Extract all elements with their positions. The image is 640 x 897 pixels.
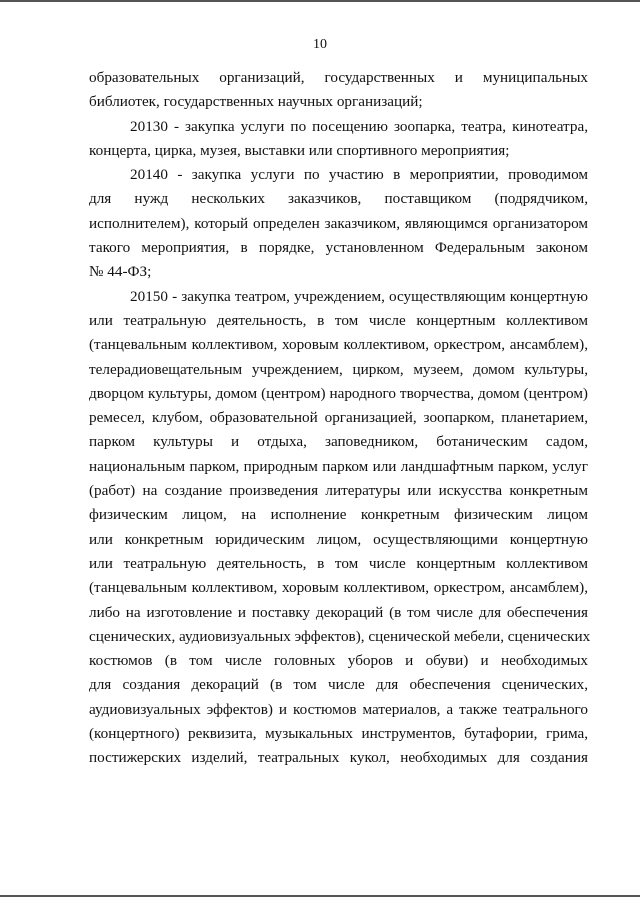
text-line: образовательных организаций, государственных и муниципальных — [89, 69, 588, 86]
text-line: национальным парком, природным парком или ландшафтным парком, услуг — [89, 457, 588, 475]
text-line: № 44-ФЗ; — [89, 263, 152, 281]
text-line: такого мероприятия, в порядке, установленном Федеральным законом — [89, 239, 588, 257]
text-line: или театральную деятельность, в том числе концертным коллективом — [89, 554, 588, 572]
text-line: костюмов (в том числе головных уборов и обуви) и необходимых — [89, 652, 588, 670]
text-line: аудиовизуальных эффектов) и костюмов материалов, а также театрального — [89, 700, 588, 718]
page-number: 10 — [313, 37, 327, 52]
text-line: (танцевальным коллективом, хоровым коллективом, оркестром, ансамблем), — [89, 579, 588, 597]
text-line: ремесел, клубом, образовательной организацией, зоопарком, планетарием, — [89, 409, 588, 427]
body-text — [89, 66, 591, 771]
text-line: библиотек, государственных научных организаций; — [89, 93, 423, 111]
text-line: телерадиовещательным учреждением, цирком, музеем, домом культуры, — [89, 360, 588, 378]
text-line: исполнителем), который определен заказчиком, являющимся организатором — [89, 214, 588, 232]
text-line: или конкретным юридическим лицом, осуществляющими концертную — [89, 530, 588, 548]
paragraph-first-line: 20130 - закупка услуги по посещению зоопарка, театра, кинотеатра, — [130, 117, 588, 135]
text-line: либо на изготовление и поставку декораций (в том числе для обеспечения — [89, 603, 588, 621]
text-line: для создания декораций (в том числе для обеспечения сценических, — [89, 676, 588, 694]
text-line: (танцевальным коллективом, хоровым коллективом, оркестром, ансамблем), — [89, 336, 588, 354]
text-line: для нужд нескольких заказчиков, поставщиком (подрядчиком, — [89, 190, 588, 208]
page-top-edge — [0, 0, 640, 2]
text-line: сценических, аудиовизуальных эффектов), сценической мебели, сценических — [89, 627, 591, 645]
text-line: физическим лицом, на исполнение конкретным физическим лицом — [89, 506, 588, 524]
text-line: (работ) на создание произведения литературы или искусства конкретным — [89, 482, 588, 500]
text-line: парком культуры и отдыха, заповедником, ботаническим садом, — [89, 433, 588, 451]
paragraph-first-line: 20140 - закупка услуги по участию в мероприятии, проводимом — [130, 166, 588, 184]
text-line: (концертного) реквизита, музыкальных инструментов, бутафории, грима, — [89, 725, 588, 743]
text-line: концерта, цирка, музея, выставки или спортивного мероприятия; — [89, 141, 510, 159]
text-line: постижерских изделий, театральных кукол, необходимых для создания — [89, 749, 588, 767]
text-line: дворцом культуры, домом (центром) народного творчества, домом (центром) — [89, 384, 588, 402]
text-line: или театральную деятельность, в том числе концертным коллективом — [89, 311, 588, 329]
paragraph-first-line: 20150 - закупка театром, учреждением, осуществляющим концертную — [130, 287, 588, 305]
